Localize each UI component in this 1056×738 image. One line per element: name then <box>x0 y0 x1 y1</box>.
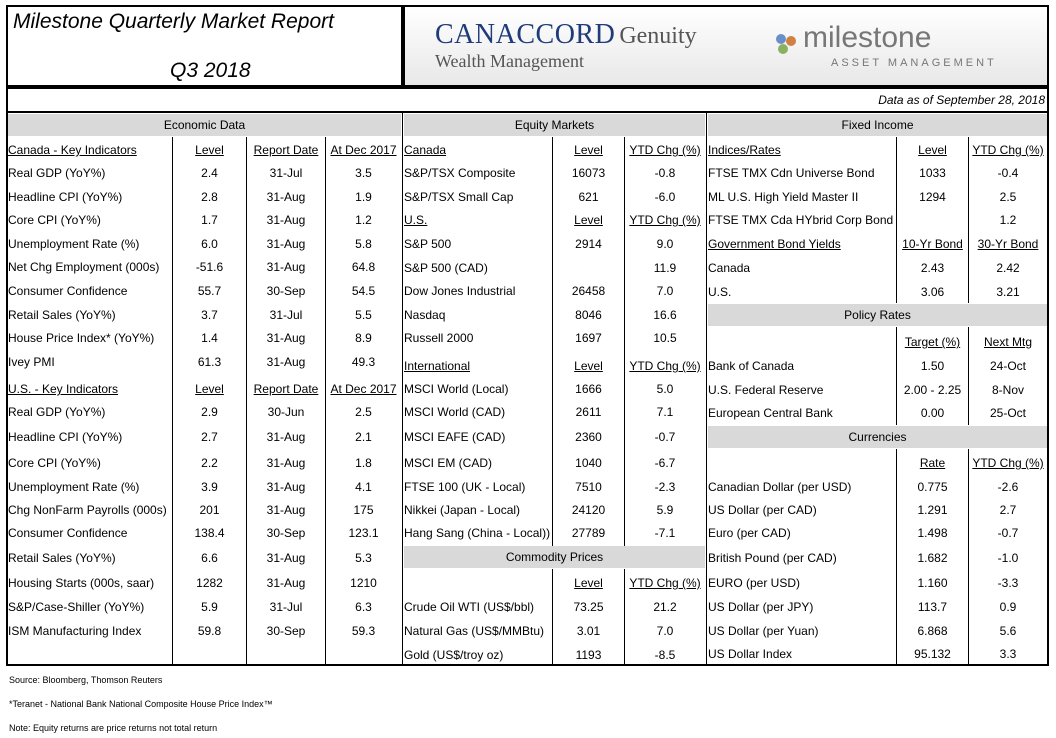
equity-canada-header: YTD Chg (%) <box>629 143 701 157</box>
us-indicator-cell: 3.9 <box>201 480 218 494</box>
currency-row-cell: Canadian Dollar (per USD) <box>708 480 852 494</box>
us-indicators-header: Level <box>195 382 224 396</box>
fixed-income-row-cell: 1294 <box>919 189 946 204</box>
equity-intl-header: Level <box>574 359 603 373</box>
equity-intl-cell: 5.9 <box>656 503 674 517</box>
equity-intl-cell: -2.3 <box>654 480 676 494</box>
milestone-text: milestone <box>803 21 932 54</box>
canada-indicator-cell: 5.8 <box>355 236 372 251</box>
equity-intl-cell: 1040 <box>575 456 602 470</box>
equity-canada-header: Canada <box>404 143 447 157</box>
commodity-cell: 21.2 <box>653 600 677 614</box>
canada-indicator-cell: Net Chg Employment (000s) <box>8 260 160 275</box>
equity-us-header: U.S. <box>404 213 428 227</box>
equity-intl-header: International <box>404 359 471 373</box>
policy-row-cell: 2.00 - 2.25 <box>903 382 962 397</box>
milestone-logo-icon <box>773 31 799 57</box>
us-indicator-cell: 6.3 <box>355 600 372 614</box>
canada-indicator-cell: 31-Aug <box>266 331 306 346</box>
us-indicator-cell: 2.1 <box>355 430 372 444</box>
canada-indicator-cell: Headline CPI (YoY%) <box>8 189 123 204</box>
canada-indicator-cell: 31-Aug <box>266 236 306 251</box>
canada-indicator-cell: Core CPI (YoY%) <box>8 213 101 228</box>
currency-row-cell: 2.7 <box>999 503 1017 517</box>
us-indicator-cell: 1210 <box>350 576 377 590</box>
equity-intl-cell: 1666 <box>575 382 602 396</box>
equity-us-cell: S&P 500 (CAD) <box>404 260 488 275</box>
currency-row-cell: 1.291 <box>917 503 948 517</box>
us-indicator-cell: 201 <box>199 503 220 517</box>
equity-us-cell: Nasdaq <box>404 307 446 322</box>
currency-row-cell: US Dollar Index <box>708 647 793 661</box>
us-indicator-cell: 4.1 <box>355 480 372 494</box>
gov-bond-row-cell: U.S. <box>708 284 732 299</box>
us-indicator-cell: 30-Jun <box>267 405 305 419</box>
us-indicator-cell: 2.2 <box>201 456 218 470</box>
canada-indicator-cell: 8.9 <box>355 331 372 346</box>
as-of-date: Data as of September 28, 2018 <box>878 93 1045 107</box>
gov-bond-row-cell: 2.43 <box>920 261 945 275</box>
gov-bond-row-cell: Canada <box>708 261 751 275</box>
us-indicator-cell: Unemployment Rate (%) <box>8 480 140 494</box>
equity-us-cell: 1697 <box>575 331 602 346</box>
gov-bond-header: 30-Yr Bond <box>977 237 1039 251</box>
us-indicator-cell: 5.9 <box>201 600 218 614</box>
us-indicator-cell: 6.6 <box>201 551 218 565</box>
equity-us-cell: 9.0 <box>656 237 674 251</box>
canada-indicator-cell: 31-Aug <box>266 213 306 228</box>
equity-us-header: Level <box>574 213 603 227</box>
canada-indicator-cell: 1.2 <box>355 213 372 228</box>
equity-canada-cell: 621 <box>578 189 599 204</box>
us-indicator-cell: 31-Aug <box>266 503 306 517</box>
policy-row-cell: 1.50 <box>920 359 945 373</box>
us-indicator-cell: Retail Sales (YoY%) <box>8 551 116 565</box>
equity-intl-header: YTD Chg (%) <box>629 359 701 373</box>
asset-management-text: ASSET MANAGEMENT <box>831 57 997 69</box>
currency-row-cell: -2.6 <box>997 480 1019 494</box>
equity-intl-cell: 2360 <box>575 430 602 444</box>
equity-intl-cell: 24120 <box>571 503 606 517</box>
gov-bond-row-cell: 3.21 <box>996 284 1020 299</box>
us-indicator-cell: 2.5 <box>355 405 372 419</box>
equity-markets-header: Equity Markets <box>404 114 705 136</box>
equity-canada-header: Level <box>574 143 603 157</box>
commodity-cell: 3.01 <box>576 624 601 638</box>
commodity-header: Level <box>574 576 603 590</box>
equity-canada-cell: S&P/TSX Small Cap <box>404 189 514 204</box>
us-indicator-cell: 2.7 <box>201 430 218 444</box>
currency-row-cell: 95.132 <box>914 647 951 661</box>
us-indicator-cell: Headline CPI (YoY%) <box>8 430 123 444</box>
us-indicator-cell: Chg NonFarm Payrolls (000s) <box>8 503 167 517</box>
fixed-income-row-cell: 1.2 <box>999 213 1017 228</box>
us-indicator-cell: 5.3 <box>355 551 372 565</box>
us-indicator-cell: 123.1 <box>348 526 379 540</box>
equity-us-cell: 16.6 <box>653 307 677 322</box>
equity-intl-cell: 2611 <box>575 405 602 419</box>
equity-intl-cell: 5.0 <box>656 382 674 396</box>
canada-indicator-cell: 2.8 <box>201 189 218 204</box>
fixed-income-col-header: Level <box>918 143 947 157</box>
equity-us-cell: Russell 2000 <box>404 331 474 346</box>
canada-indicators-header: Level <box>195 143 224 157</box>
fixed-income-row-cell: 1033 <box>919 166 946 180</box>
currency-row-cell: 1.498 <box>917 526 948 540</box>
us-indicator-cell: 138.4 <box>194 526 225 540</box>
currency-row-cell: 5.6 <box>999 624 1017 638</box>
canaccord-text: CANACCORD <box>435 19 616 50</box>
equity-us-header: YTD Chg (%) <box>629 213 701 227</box>
equity-intl-cell: MSCI World (Local) <box>404 382 509 396</box>
us-indicator-cell: 31-Aug <box>266 430 306 444</box>
canada-indicator-cell: 61.3 <box>197 354 222 369</box>
policy-row-cell: Bank of Canada <box>708 359 795 373</box>
us-indicators-header: At Dec 2017 <box>330 382 397 396</box>
fixed-income-col-header: YTD Chg (%) <box>972 143 1044 157</box>
currency-row-cell: US Dollar (per JPY) <box>708 600 814 614</box>
us-indicator-cell: 59.8 <box>197 624 222 638</box>
equity-intl-cell: 7.1 <box>656 405 674 419</box>
us-indicators-header: U.S. - Key Indicators <box>8 382 119 396</box>
equity-intl-cell: 27789 <box>571 526 606 540</box>
canada-indicator-cell: Ivey PMI <box>8 354 55 369</box>
canada-indicator-cell: House Price Index* (YoY%) <box>8 331 155 346</box>
us-indicator-cell: 31-Aug <box>266 576 306 590</box>
source-note: Source: Bloomberg, Thomson Reuters <box>9 675 163 685</box>
equity-us-cell: 2914 <box>575 237 602 251</box>
currency-row-cell: US Dollar (per Yuan) <box>708 624 819 638</box>
house-price-note: *Teranet - National Bank National Composite House Price Index™ <box>9 699 273 709</box>
equity-intl-cell: Hang Sang (China - Local)) <box>404 526 551 540</box>
genuity-text: Genuity <box>619 23 697 49</box>
fixed-income-row-cell <box>897 211 968 229</box>
canada-indicator-cell: 31-Jul <box>269 166 303 180</box>
policy-rates-header: Policy Rates <box>708 304 1047 326</box>
equity-intl-cell: Nikkei (Japan - Local) <box>404 503 521 517</box>
canada-indicator-cell: 31-Aug <box>266 189 306 204</box>
currency-row-cell: -1.0 <box>997 551 1019 565</box>
canada-indicator-cell: 1.7 <box>201 213 218 228</box>
policy-header: Target (%) <box>904 335 961 349</box>
commodity-cell: Crude Oil WTI (US$/bbl) <box>404 600 535 614</box>
gov-bond-header: Government Bond Yields <box>708 237 841 251</box>
equity-us-cell: 7.0 <box>656 284 674 299</box>
canada-indicator-cell: Consumer Confidence <box>8 284 128 298</box>
canada-indicator-cell: Retail Sales (YoY%) <box>8 307 116 322</box>
equity-returns-note: Note: Equity returns are price returns not total return <box>9 723 218 733</box>
fixed-income-row-cell: FTSE TMX Cda HYbrid Corp Bond <box>708 213 894 228</box>
equity-us-cell: S&P 500 <box>404 237 452 251</box>
equity-intl-cell: MSCI EM (CAD) <box>404 456 492 470</box>
policy-row-cell: U.S. Federal Reserve <box>708 382 824 397</box>
gov-bond-header: 10-Yr Bond <box>902 237 963 251</box>
canada-indicator-cell: 49.3 <box>351 354 376 369</box>
canada-indicator-cell: 54.5 <box>351 284 376 298</box>
canada-indicator-cell: 2.4 <box>201 166 218 180</box>
equity-us-cell: Dow Jones Industrial <box>404 284 516 299</box>
canada-indicator-cell: 31-Aug <box>266 260 306 275</box>
wealth-text: Wealth Management <box>435 51 584 71</box>
policy-row-cell: 0.00 <box>920 406 945 421</box>
canada-indicator-cell: 64.8 <box>351 260 376 275</box>
fixed-income-header: Fixed Income <box>708 114 1047 136</box>
equity-canada-cell: S&P/TSX Composite <box>404 166 516 180</box>
equity-intl-cell: MSCI World (CAD) <box>404 405 506 419</box>
policy-row-cell: 24-Oct <box>989 359 1026 373</box>
us-indicator-cell: 1.8 <box>355 456 372 470</box>
commodity-cell: 1193 <box>575 648 602 662</box>
equity-us-cell: 26458 <box>571 284 606 299</box>
equity-intl-cell: 7510 <box>575 480 602 494</box>
us-indicator-cell: 59.3 <box>351 624 376 638</box>
commodity-cell: 7.0 <box>656 624 674 638</box>
canada-indicator-cell: 3.7 <box>201 307 218 322</box>
canada-indicator-cell: 1.9 <box>355 189 372 204</box>
report-quarter: Q3 2018 <box>170 59 251 82</box>
currency-row-cell: 0.9 <box>999 600 1017 614</box>
commodity-cell: Gold (US$/troy oz) <box>404 648 504 662</box>
equity-intl-cell: MSCI EAFE (CAD) <box>404 430 506 444</box>
equity-intl-cell: -0.7 <box>654 430 676 444</box>
commodity-cell: Natural Gas (US$/MMBtu) <box>404 624 545 638</box>
us-indicator-cell: 31-Aug <box>266 480 306 494</box>
canada-indicator-cell: 55.7 <box>197 284 222 298</box>
currencies-col-header: YTD Chg (%) <box>972 456 1044 470</box>
canaccord-logo <box>435 19 697 51</box>
currency-row-cell: Euro (per CAD) <box>708 526 791 540</box>
canada-indicator-cell: 31-Jul <box>269 307 303 322</box>
currency-row-cell: EURO (per USD) <box>708 576 801 590</box>
canada-indicators-header: Canada - Key Indicators <box>8 143 137 157</box>
commodity-header: YTD Chg (%) <box>629 576 701 590</box>
policy-row-cell: European Central Bank <box>708 406 833 421</box>
currency-row-cell: -3.3 <box>997 576 1019 590</box>
currency-row-cell: -0.7 <box>997 526 1019 540</box>
canada-indicator-cell: Real GDP (YoY%) <box>8 166 106 180</box>
canada-indicator-cell: -51.6 <box>195 260 224 275</box>
us-indicators-header: Report Date <box>253 382 319 396</box>
equity-canada-cell: -0.8 <box>654 166 676 180</box>
economic-data-header: Economic Data <box>8 114 401 136</box>
currency-row-cell: US Dollar (per CAD) <box>708 503 817 517</box>
us-indicator-cell: 31-Jul <box>269 600 303 614</box>
commodity-cell: -8.5 <box>654 648 676 662</box>
canada-indicators-header: Report Date <box>253 143 319 157</box>
fixed-income-col-header: Indices/Rates <box>708 143 781 157</box>
currency-row-cell: British Pound (per CAD) <box>708 551 837 565</box>
us-indicator-cell: Housing Starts (000s, saar) <box>8 576 155 590</box>
us-indicator-cell: 30-Sep <box>266 624 306 638</box>
us-indicator-cell: Core CPI (YoY%) <box>8 456 101 470</box>
currency-row-cell: 1.160 <box>917 576 948 590</box>
us-indicator-cell: 30-Sep <box>266 526 306 540</box>
logo-box <box>403 5 1049 87</box>
equity-us-cell <box>553 259 624 277</box>
gov-bond-row-cell: 2.42 <box>996 261 1020 275</box>
canada-indicator-cell: Unemployment Rate (%) <box>8 236 140 251</box>
us-indicator-cell: 175 <box>353 503 374 517</box>
us-indicator-cell: Real GDP (YoY%) <box>8 405 106 419</box>
canada-indicator-cell: 3.5 <box>355 166 372 180</box>
us-indicator-cell: Consumer Confidence <box>8 526 128 540</box>
canada-indicators-header: At Dec 2017 <box>330 143 397 157</box>
canada-indicator-cell: 31-Aug <box>266 354 306 369</box>
equity-us-cell: 8046 <box>575 307 602 322</box>
currencies-header: Currencies <box>708 426 1047 448</box>
currency-row-cell: 1.682 <box>917 551 948 565</box>
equity-intl-cell: -7.1 <box>654 526 676 540</box>
commodity-cell: 73.25 <box>573 600 604 614</box>
fixed-income-row-cell: 2.5 <box>999 189 1017 204</box>
us-indicator-cell: 31-Aug <box>266 456 306 470</box>
title-box <box>6 5 403 87</box>
us-indicator-cell: 31-Aug <box>266 551 306 565</box>
policy-row-cell: 8-Nov <box>991 382 1024 397</box>
canada-indicator-cell: 5.5 <box>355 307 372 322</box>
equity-intl-cell: -6.7 <box>654 456 676 470</box>
equity-canada-cell: -6.0 <box>654 189 676 204</box>
commodity-prices-header: Commodity Prices <box>404 546 705 568</box>
currency-row-cell: 0.775 <box>917 480 948 494</box>
policy-header: Next Mtg <box>983 335 1032 349</box>
us-indicator-cell: 2.9 <box>201 405 218 419</box>
us-indicator-cell: 1282 <box>196 576 223 590</box>
us-indicator-cell: S&P/Case-Shiller (YoY%) <box>8 600 145 614</box>
equity-intl-cell: FTSE 100 (UK - Local) <box>404 480 526 494</box>
currency-row-cell: 3.3 <box>999 647 1017 661</box>
currency-row-cell: 6.868 <box>917 624 948 638</box>
fixed-income-row-cell: ML U.S. High Yield Master II <box>708 189 859 204</box>
fixed-income-row-cell: -0.4 <box>997 166 1019 180</box>
equity-us-cell: 11.9 <box>653 260 677 275</box>
fixed-income-row-cell: FTSE TMX Cdn Universe Bond <box>708 166 875 180</box>
us-indicator-cell: ISM Manufacturing Index <box>8 624 142 638</box>
report-title: Milestone Quarterly Market Report <box>13 10 334 33</box>
currency-row-cell: 113.7 <box>917 600 948 614</box>
canada-indicator-cell: 6.0 <box>201 236 218 251</box>
gov-bond-row-cell: 3.06 <box>920 284 945 299</box>
equity-us-cell: 10.5 <box>653 331 677 346</box>
policy-row-cell: 25-Oct <box>989 406 1026 421</box>
equity-canada-cell: 16073 <box>571 166 606 180</box>
canada-indicator-cell: 30-Sep <box>266 284 306 298</box>
currencies-col-header: Rate <box>919 456 946 470</box>
canada-indicator-cell: 1.4 <box>201 331 218 346</box>
